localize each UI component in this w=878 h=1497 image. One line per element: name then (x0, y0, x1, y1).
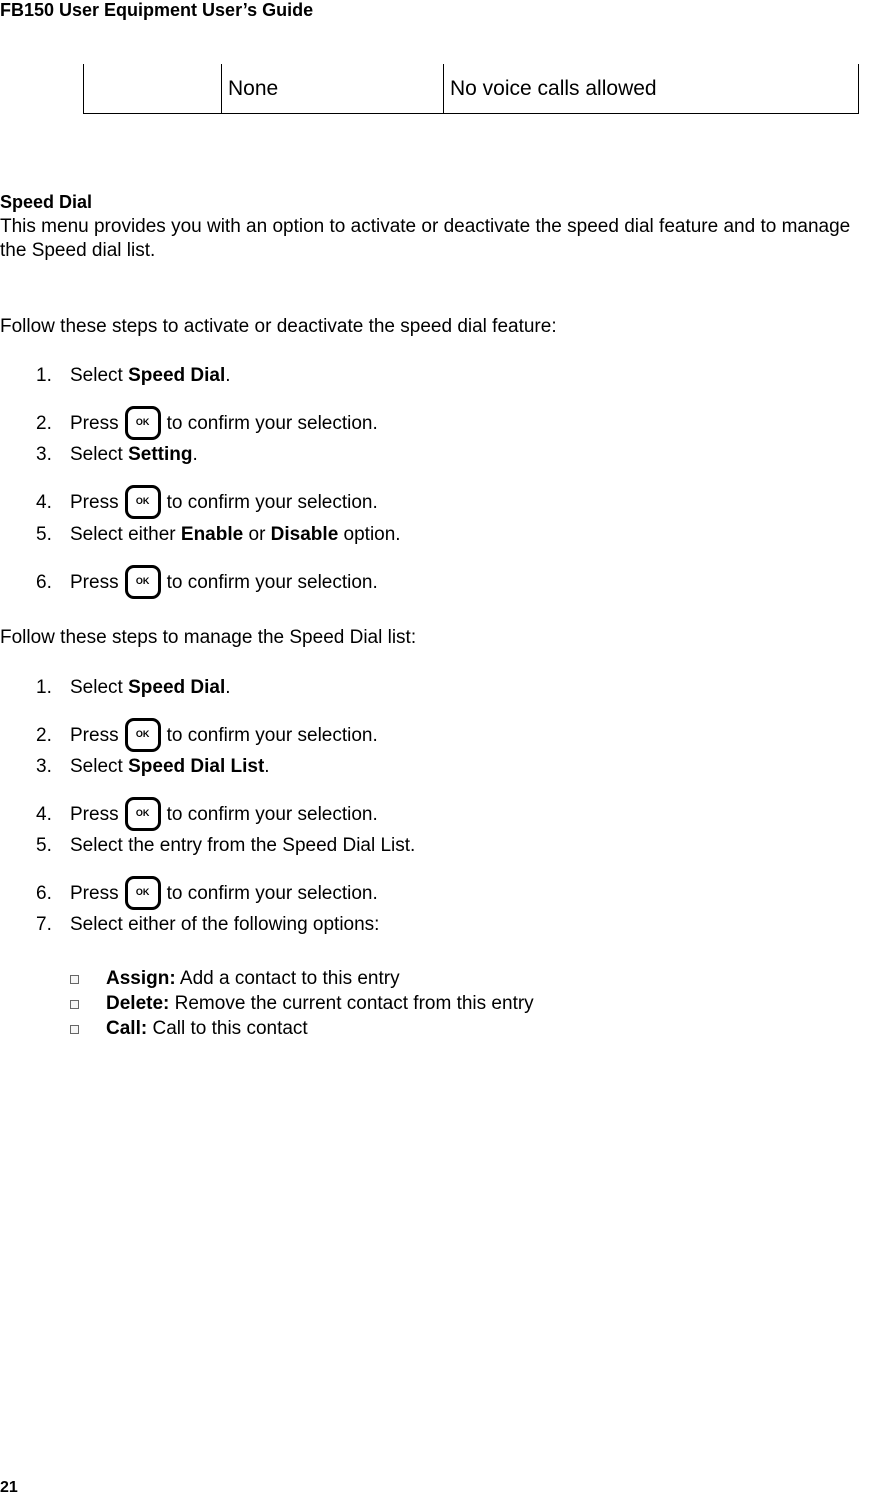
step-pre: Select either (70, 524, 181, 545)
ok-key-icon: OK (125, 797, 161, 831)
step-post: . (264, 756, 270, 777)
step-pre: Select (70, 444, 129, 465)
ok-key-icon: OK (125, 565, 161, 599)
ok-key-icon: OK (125, 876, 161, 910)
option-description: Add a contact to this entry (175, 968, 400, 989)
step-pre: Press (70, 725, 119, 746)
bullet-square-icon (70, 975, 79, 984)
step-post: to confirm your selection. (166, 413, 378, 434)
step-text (70, 714, 378, 748)
section-title: Speed Dial (0, 192, 93, 212)
step-number: 1. (36, 677, 52, 698)
step-keyword: Speed Dial List (128, 756, 265, 777)
step-mid: or (243, 524, 271, 545)
step-text (70, 872, 378, 906)
bullet-square-icon (70, 1000, 79, 1009)
step-post: to confirm your selection. (166, 883, 378, 904)
step-post: . (225, 365, 231, 386)
procedure2-lead: Follow these steps to manage the Speed Dial list: (0, 627, 417, 648)
step-number: 6. (36, 572, 52, 593)
option-name: Call: (106, 1018, 148, 1039)
step-post: option. (338, 524, 401, 545)
ok-key-icon: OK (125, 406, 161, 440)
document-header: FB150 User Equipment User’s Guide (0, 0, 314, 20)
ok-key-icon: OK (125, 718, 161, 752)
step-text (70, 793, 378, 827)
step-text (70, 443, 198, 467)
step-pre: Select (70, 365, 129, 386)
step-pre: Select (70, 756, 129, 777)
step-pre: Press (70, 804, 119, 825)
step-pre: Select (70, 677, 129, 698)
section-intro: This menu provides you with an option to activate or deactivate the speed dial feature and to manage the Speed dial list. (0, 216, 851, 261)
step-text: Select the entry from the Speed Dial List. (70, 835, 416, 856)
step-number: 4. (36, 804, 52, 825)
step-pre: Press (70, 492, 119, 513)
table-cell-text: None (228, 77, 279, 100)
step-text (70, 676, 231, 700)
step-post: . (225, 677, 231, 698)
step-pre: Press (70, 413, 119, 434)
procedure1-lead: Follow these steps to activate or deactivate the speed dial feature: (0, 316, 557, 337)
table-row (83, 64, 859, 114)
step-number: 5. (36, 524, 52, 545)
step-post: to confirm your selection. (166, 725, 378, 746)
step-text (70, 523, 401, 547)
table-cell-option (221, 64, 443, 113)
step-text (70, 364, 231, 388)
step-pre: Press (70, 883, 119, 904)
option-name: Assign: (106, 968, 176, 989)
option-description: Remove the current contact from this entry (169, 993, 534, 1014)
step-keyword: Enable (180, 524, 244, 545)
page-number: 21 (0, 1479, 18, 1496)
step-number: 3. (36, 756, 52, 777)
step-number: 3. (36, 444, 52, 465)
table-cell-empty (84, 64, 221, 113)
step-post: to confirm your selection. (166, 492, 378, 513)
option-description: Call to this contact (147, 1018, 308, 1039)
step-keyword: Setting (128, 444, 193, 465)
table-cell-text: No voice calls allowed (450, 77, 657, 100)
step-text (70, 402, 378, 436)
step-keyword: Disable (270, 524, 339, 545)
step-keyword: Speed Dial (128, 365, 226, 386)
step-text (70, 755, 270, 779)
step-text: Select either of the following options: (70, 914, 380, 935)
step-number: 7. (36, 914, 52, 935)
step-text (70, 561, 378, 595)
step-number: 2. (36, 413, 52, 434)
step-number: 6. (36, 883, 52, 904)
step-number: 1. (36, 365, 52, 386)
step-post: . (192, 444, 198, 465)
table-cell-description (443, 64, 858, 113)
step-number: 5. (36, 835, 52, 856)
step-pre: Press (70, 572, 119, 593)
step-number: 4. (36, 492, 52, 513)
ok-key-icon: OK (125, 485, 161, 519)
step-post: to confirm your selection. (166, 804, 378, 825)
step-text (70, 481, 378, 515)
step-keyword: Speed Dial (128, 677, 226, 698)
bullet-square-icon (70, 1025, 79, 1034)
step-post: to confirm your selection. (166, 572, 378, 593)
option-name: Delete: (106, 993, 170, 1014)
step-number: 2. (36, 725, 52, 746)
